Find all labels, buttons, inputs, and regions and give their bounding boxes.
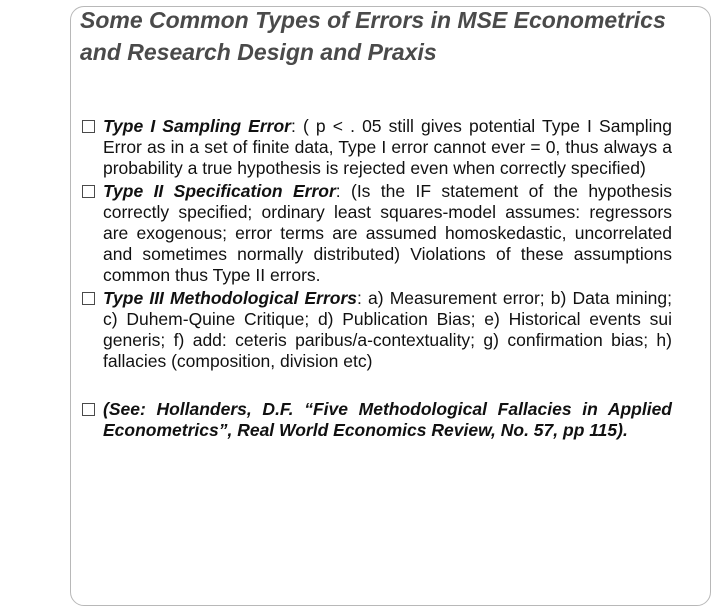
bullet-item-type-2	[82, 181, 672, 286]
bullet-lead: Type II Specification Error	[103, 181, 336, 201]
square-bullet-icon	[82, 292, 95, 305]
bullet-lead: Type III Methodological Errors	[103, 288, 358, 308]
bullet-list	[82, 116, 672, 441]
bullet-lead: Type I Sampling Error	[103, 116, 291, 136]
slide-title: Some Common Types of Errors in MSE Econometrics and Research Design and Praxis	[80, 7, 666, 65]
bullet-text: : ( p < . 05 still gives potential Type I Sampling Error as in a set of finite data, Type I error cannot ever = 0, thus always a probability a true hypothesis is rejected even when correctly specified)	[103, 116, 672, 178]
bullet-item-citation	[82, 399, 672, 441]
bullet-item-type-1	[82, 116, 672, 179]
square-bullet-icon	[82, 403, 95, 416]
square-bullet-icon	[82, 185, 95, 198]
citation-text: (See: Hollanders, D.F. “Five Methodological Fallacies in Applied Econometrics”, Real World Economics Review, No. 57, pp 115).	[103, 399, 672, 440]
bullet-text: : (Is the IF statement of the hypothesis correctly specified; ordinary least squares-model assumes: regressors are exogenous; error terms are assumed homoskedastic, uncorrelated and sometimes normally distributed) Violations of these assumptions common thus Type II errors.	[103, 181, 672, 285]
bullet-text: : a) Measurement error; b) Data mining; c) Duhem-Quine Critique; d) Publication Bias; e) Historical events sui generis; f) add: ceteris paribus/a-contextuality; g) confirmation bias; h) fallacies (composition, division etc)	[103, 288, 672, 371]
bullet-item-type-3	[82, 288, 672, 372]
square-bullet-icon	[82, 120, 95, 133]
